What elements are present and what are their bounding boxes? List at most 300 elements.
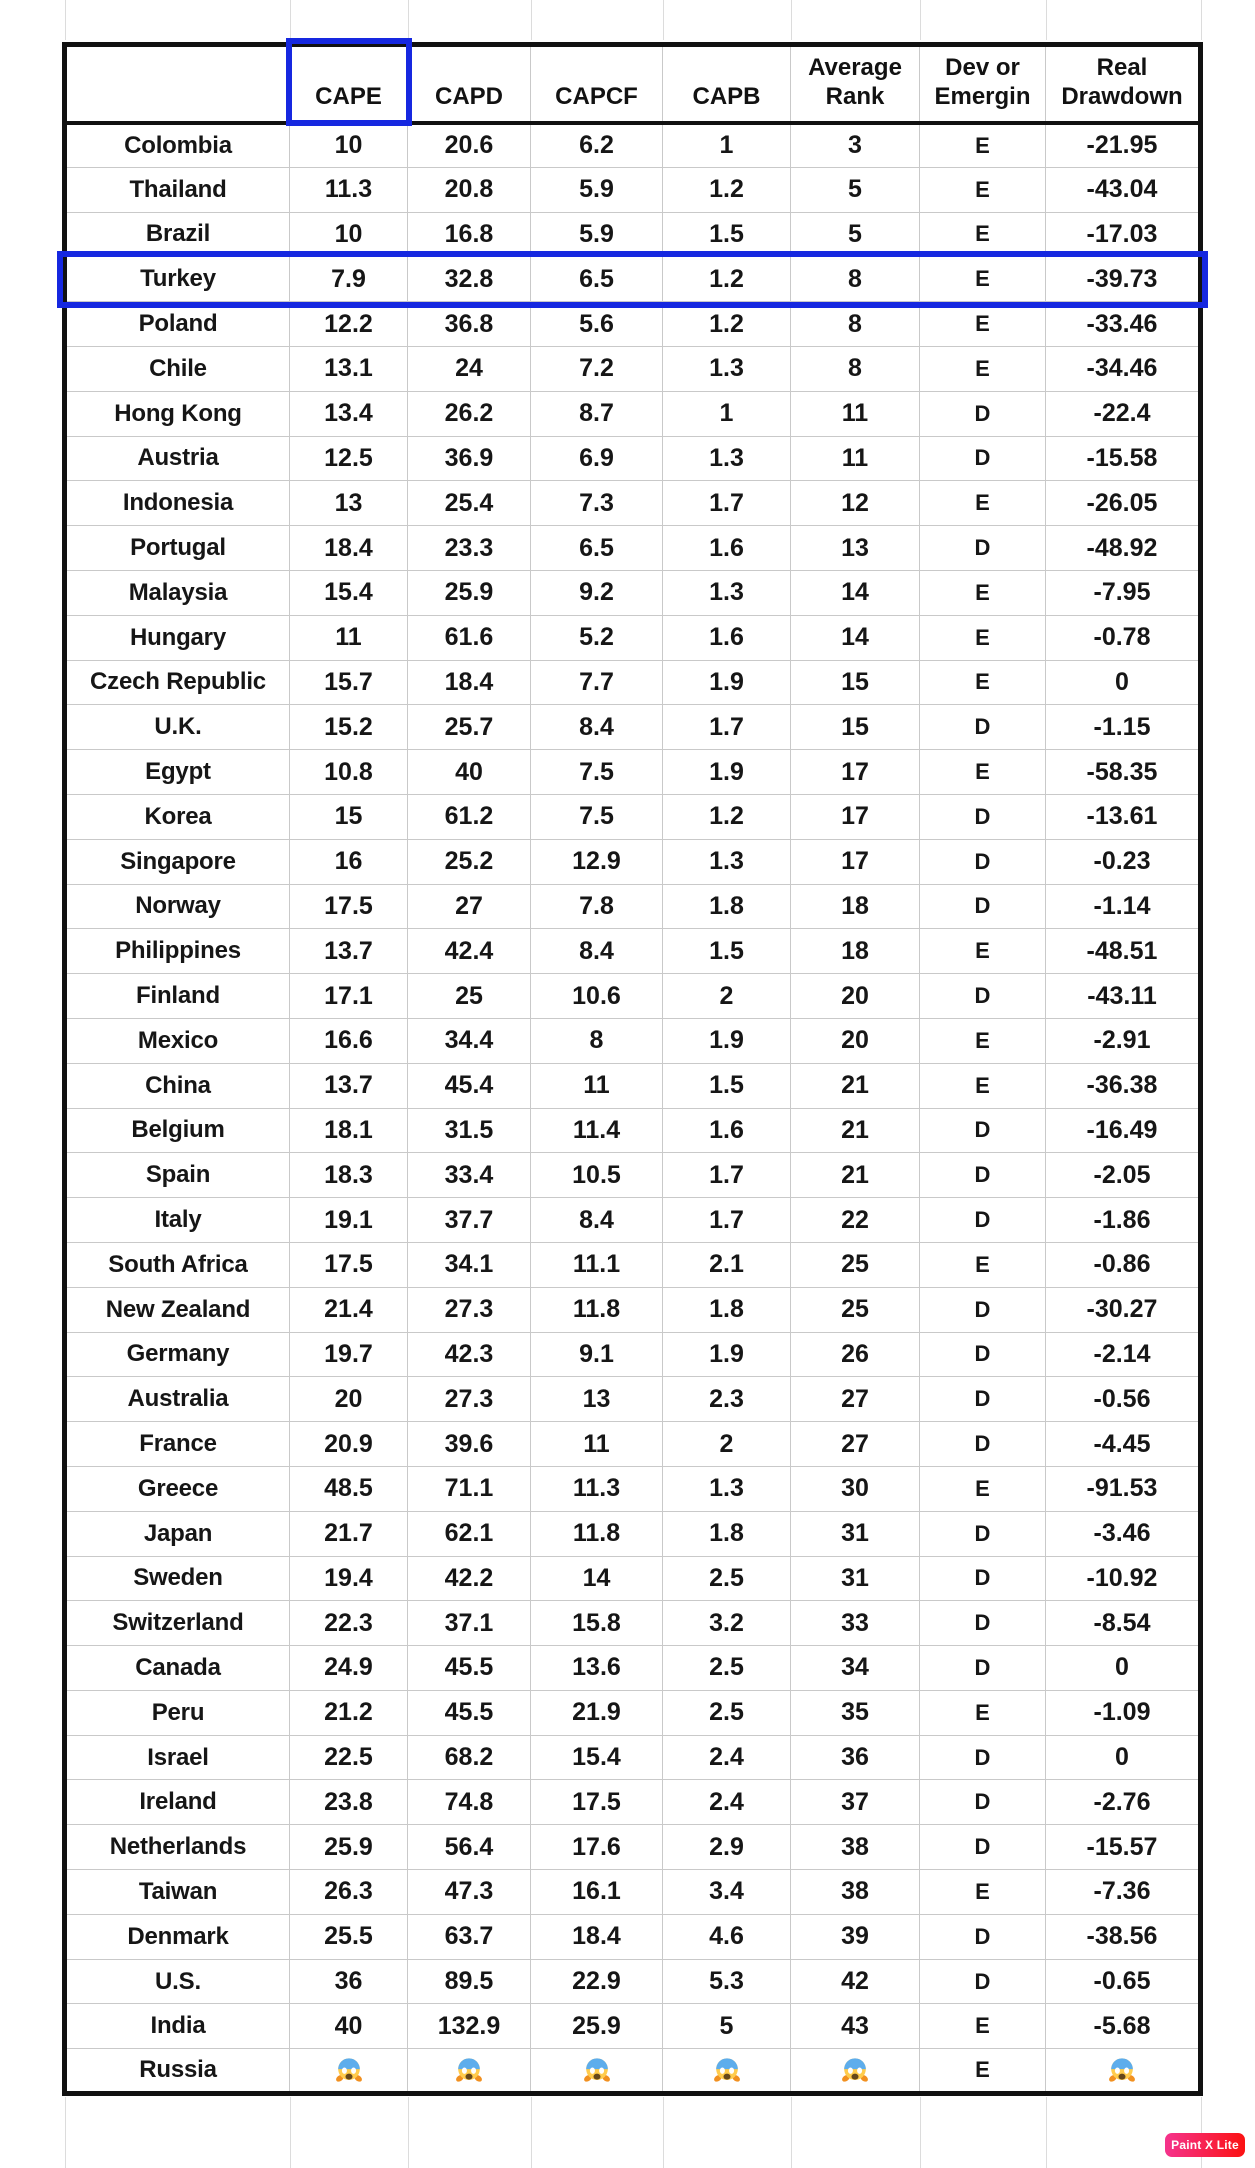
- data-cell: 36: [290, 1959, 408, 2004]
- table-row-philippines: [65, 929, 1201, 974]
- data-cell: 3.4: [663, 1870, 791, 1915]
- column-header-line: Real: [1096, 53, 1148, 81]
- country-cell: Australia: [65, 1377, 290, 1422]
- country-cell: Chile: [65, 346, 290, 391]
- data-cell: 15.8: [531, 1601, 663, 1646]
- data-cell: 20.8: [408, 167, 531, 212]
- data-cell: 1.3: [663, 839, 791, 884]
- data-cell: 21: [791, 1108, 920, 1153]
- table-row-sweden: [65, 1556, 1201, 1601]
- data-cell: 3: [791, 123, 920, 168]
- data-cell: 17.6: [531, 1825, 663, 1870]
- country-cell: Belgium: [65, 1108, 290, 1153]
- data-cell: 36: [791, 1735, 920, 1780]
- data-cell: 25.4: [408, 481, 531, 526]
- dev-or-emerging-cell: E: [920, 570, 1046, 615]
- dev-or-emerging-cell: D: [920, 391, 1046, 436]
- data-cell: 18.4: [531, 1914, 663, 1959]
- country-cell: Czech Republic: [65, 660, 290, 705]
- data-cell: 2.5: [663, 1556, 791, 1601]
- dev-or-emerging-cell: D: [920, 1735, 1046, 1780]
- dev-or-emerging-cell: D: [920, 1332, 1046, 1377]
- data-cell: 1.7: [663, 1153, 791, 1198]
- table-row-malaysia: [65, 570, 1201, 615]
- data-cell: -7.95: [1046, 570, 1201, 615]
- screaming-face-emoji: [840, 2055, 870, 2085]
- table-row-chile: [65, 346, 1201, 391]
- data-cell: 21.2: [290, 1690, 408, 1735]
- table-row-thailand: [65, 167, 1201, 212]
- data-cell: 36.9: [408, 436, 531, 481]
- data-cell: -1.15: [1046, 705, 1201, 750]
- data-cell: -1.86: [1046, 1198, 1201, 1243]
- data-cell: 11.8: [531, 1511, 663, 1556]
- data-cell: -15.57: [1046, 1825, 1201, 1870]
- data-cell: 1.9: [663, 1018, 791, 1063]
- data-cell: 21: [791, 1153, 920, 1198]
- country-cell: Hong Kong: [65, 391, 290, 436]
- data-cell: 7.5: [531, 794, 663, 839]
- column-header-capd: CAPD: [408, 45, 531, 123]
- data-cell: 0: [1046, 1735, 1201, 1780]
- column-header-capcf: CAPCF: [531, 45, 663, 123]
- data-cell: 1.7: [663, 705, 791, 750]
- dev-or-emerging-cell: D: [920, 1153, 1046, 1198]
- country-cell: Canada: [65, 1646, 290, 1691]
- data-cell: 45.5: [408, 1646, 531, 1691]
- data-cell: -34.46: [1046, 346, 1201, 391]
- country-cell: China: [65, 1063, 290, 1108]
- data-cell: 8: [531, 1018, 663, 1063]
- dev-or-emerging-cell: D: [920, 884, 1046, 929]
- column-header-avg-rank: [791, 45, 920, 123]
- background-gridline: [1046, 0, 1047, 40]
- data-cell: -2.91: [1046, 1018, 1201, 1063]
- dev-or-emerging-cell: D: [920, 436, 1046, 481]
- data-cell: 25: [408, 974, 531, 1019]
- table-row-belgium: [65, 1108, 1201, 1153]
- dev-or-emerging-cell: E: [920, 750, 1046, 795]
- dev-or-emerging-cell: E: [920, 1063, 1046, 1108]
- data-cell: 1.6: [663, 526, 791, 571]
- country-cell: Taiwan: [65, 1870, 290, 1915]
- table-row-mexico: [65, 1018, 1201, 1063]
- data-cell: 42.2: [408, 1556, 531, 1601]
- data-cell: 13.4: [290, 391, 408, 436]
- country-cell: Indonesia: [65, 481, 290, 526]
- data-cell: -43.11: [1046, 974, 1201, 1019]
- data-cell: -15.58: [1046, 436, 1201, 481]
- data-cell: 20: [290, 1377, 408, 1422]
- data-cell: 8: [791, 257, 920, 302]
- data-cell: -33.46: [1046, 302, 1201, 347]
- data-cell: 26.2: [408, 391, 531, 436]
- data-cell: 11: [531, 1422, 663, 1467]
- data-cell: 8: [791, 302, 920, 347]
- background-gridline: [791, 0, 792, 40]
- data-cell: 18.4: [290, 526, 408, 571]
- data-cell: 16.1: [531, 1870, 663, 1915]
- country-cell: Ireland: [65, 1780, 290, 1825]
- data-cell: 23.3: [408, 526, 531, 571]
- data-cell: -2.76: [1046, 1780, 1201, 1825]
- data-cell: 15: [791, 705, 920, 750]
- data-cell: -26.05: [1046, 481, 1201, 526]
- data-cell: [663, 2049, 791, 2094]
- data-cell: 22.9: [531, 1959, 663, 2004]
- data-cell: 15.4: [290, 570, 408, 615]
- data-cell: 11: [290, 615, 408, 660]
- data-cell: 17.1: [290, 974, 408, 1019]
- data-cell: 1.2: [663, 167, 791, 212]
- table-row-russia: [65, 2049, 1201, 2094]
- data-cell: 5: [663, 2004, 791, 2049]
- data-cell: 1.3: [663, 346, 791, 391]
- data-cell: 40: [290, 2004, 408, 2049]
- data-cell: 37.1: [408, 1601, 531, 1646]
- data-cell: 35: [791, 1690, 920, 1735]
- data-cell: 17: [791, 794, 920, 839]
- table-row-indonesia: [65, 481, 1201, 526]
- data-cell: 1.5: [663, 212, 791, 257]
- dev-or-emerging-cell: D: [920, 839, 1046, 884]
- data-cell: 11: [791, 436, 920, 481]
- data-cell: 27: [791, 1422, 920, 1467]
- data-cell: [531, 2049, 663, 2094]
- country-cell: Poland: [65, 302, 290, 347]
- table-row-germany: [65, 1332, 1201, 1377]
- data-cell: 13.7: [290, 929, 408, 974]
- dev-or-emerging-cell: E: [920, 167, 1046, 212]
- data-cell: 0: [1046, 1646, 1201, 1691]
- data-cell: -0.65: [1046, 1959, 1201, 2004]
- data-cell: -30.27: [1046, 1287, 1201, 1332]
- data-cell: 37.7: [408, 1198, 531, 1243]
- data-cell: 15.7: [290, 660, 408, 705]
- data-cell: 18.4: [408, 660, 531, 705]
- data-cell: -48.51: [1046, 929, 1201, 974]
- data-cell: 1.3: [663, 570, 791, 615]
- data-cell: [290, 2049, 408, 2094]
- background-gridline: [663, 0, 664, 40]
- data-cell: 39: [791, 1914, 920, 1959]
- data-cell: 132.9: [408, 2004, 531, 2049]
- screaming-face-emoji: [334, 2055, 364, 2085]
- data-cell: 1.6: [663, 615, 791, 660]
- data-cell: -39.73: [1046, 257, 1201, 302]
- data-cell: 37: [791, 1780, 920, 1825]
- data-cell: 19.7: [290, 1332, 408, 1377]
- table-row-hong-kong: [65, 391, 1201, 436]
- data-cell: 11.8: [531, 1287, 663, 1332]
- table-row-canada: [65, 1646, 1201, 1691]
- dev-or-emerging-cell: E: [920, 1870, 1046, 1915]
- dev-or-emerging-cell: E: [920, 1466, 1046, 1511]
- data-cell: 25.5: [290, 1914, 408, 1959]
- background-gridline: [1201, 0, 1202, 40]
- dev-or-emerging-cell: E: [920, 615, 1046, 660]
- dev-or-emerging-cell: E: [920, 929, 1046, 974]
- data-cell: 5.2: [531, 615, 663, 660]
- data-cell: 42.4: [408, 929, 531, 974]
- data-cell: 7.7: [531, 660, 663, 705]
- country-cell: Netherlands: [65, 1825, 290, 1870]
- data-cell: [1046, 2049, 1201, 2094]
- data-cell: 2: [663, 1422, 791, 1467]
- data-cell: 16: [290, 839, 408, 884]
- data-cell: 20: [791, 1018, 920, 1063]
- paint-x-lite-watermark: Paint X Lite: [1165, 2133, 1245, 2157]
- background-gridline: [531, 2097, 532, 2168]
- data-cell: 2.5: [663, 1690, 791, 1735]
- data-cell: -38.56: [1046, 1914, 1201, 1959]
- table-row-hungary: [65, 615, 1201, 660]
- dev-or-emerging-cell: D: [920, 1287, 1046, 1332]
- country-cell: Germany: [65, 1332, 290, 1377]
- table-row-u-s: [65, 1959, 1201, 2004]
- dev-or-emerging-cell: D: [920, 794, 1046, 839]
- data-cell: 6.2: [531, 123, 663, 168]
- data-cell: 12.9: [531, 839, 663, 884]
- data-cell: 13.1: [290, 346, 408, 391]
- data-cell: 20.6: [408, 123, 531, 168]
- dev-or-emerging-cell: E: [920, 1690, 1046, 1735]
- data-cell: 21: [791, 1063, 920, 1108]
- data-cell: 26: [791, 1332, 920, 1377]
- data-cell: -0.56: [1046, 1377, 1201, 1422]
- data-cell: -58.35: [1046, 750, 1201, 795]
- data-cell: 25: [791, 1287, 920, 1332]
- country-cell: U.K.: [65, 705, 290, 750]
- data-cell: 11: [791, 391, 920, 436]
- data-cell: -21.95: [1046, 123, 1201, 168]
- data-cell: 15.2: [290, 705, 408, 750]
- data-cell: -8.54: [1046, 1601, 1201, 1646]
- screaming-face-emoji: [1107, 2055, 1137, 2085]
- data-cell: 31: [791, 1511, 920, 1556]
- data-cell: 61.2: [408, 794, 531, 839]
- background-gridline: [290, 0, 291, 40]
- table-row-australia: [65, 1377, 1201, 1422]
- data-cell: -0.86: [1046, 1242, 1201, 1287]
- background-gridline: [791, 2097, 792, 2168]
- country-cell: Switzerland: [65, 1601, 290, 1646]
- data-cell: 25.9: [408, 570, 531, 615]
- data-cell: 8.4: [531, 929, 663, 974]
- data-cell: 1.5: [663, 1063, 791, 1108]
- country-cell: Brazil: [65, 212, 290, 257]
- data-cell: 6.5: [531, 257, 663, 302]
- data-cell: 14: [531, 1556, 663, 1601]
- background-gridline: [663, 2097, 664, 2168]
- data-cell: 21.7: [290, 1511, 408, 1556]
- dev-or-emerging-cell: E: [920, 2049, 1046, 2094]
- table-row-brazil: [65, 212, 1201, 257]
- table-row-egypt: [65, 750, 1201, 795]
- data-cell: 63.7: [408, 1914, 531, 1959]
- country-cell: Denmark: [65, 1914, 290, 1959]
- data-cell: 43: [791, 2004, 920, 2049]
- data-cell: 18.1: [290, 1108, 408, 1153]
- data-cell: 6.5: [531, 526, 663, 571]
- data-cell: 10.8: [290, 750, 408, 795]
- data-cell: 5.6: [531, 302, 663, 347]
- dev-or-emerging-cell: D: [920, 1601, 1046, 1646]
- data-cell: 10.6: [531, 974, 663, 1019]
- data-cell: 13: [791, 526, 920, 571]
- background-gridline: [920, 0, 921, 40]
- data-cell: 74.8: [408, 1780, 531, 1825]
- data-cell: -48.92: [1046, 526, 1201, 571]
- screaming-face-emoji: [712, 2055, 742, 2085]
- data-cell: 22.3: [290, 1601, 408, 1646]
- background-gridline: [408, 0, 409, 40]
- dev-or-emerging-cell: E: [920, 346, 1046, 391]
- dev-or-emerging-cell: D: [920, 974, 1046, 1019]
- data-cell: 25.9: [290, 1825, 408, 1870]
- table-row-china: [65, 1063, 1201, 1108]
- data-cell: 15: [791, 660, 920, 705]
- data-cell: 61.6: [408, 615, 531, 660]
- data-cell: 45.5: [408, 1690, 531, 1735]
- data-cell: 11.1: [531, 1242, 663, 1287]
- table-row-colombia: [65, 123, 1201, 168]
- data-cell: 16.8: [408, 212, 531, 257]
- data-cell: 1.7: [663, 481, 791, 526]
- data-cell: 5.9: [531, 167, 663, 212]
- data-cell: 25: [791, 1242, 920, 1287]
- data-cell: 27.3: [408, 1287, 531, 1332]
- data-cell: 7.9: [290, 257, 408, 302]
- table-row-france: [65, 1422, 1201, 1467]
- country-cell: Peru: [65, 1690, 290, 1735]
- data-cell: 22.5: [290, 1735, 408, 1780]
- data-cell: 11.3: [290, 167, 408, 212]
- data-cell: 30: [791, 1466, 920, 1511]
- country-cell: Korea: [65, 794, 290, 839]
- country-cell: Turkey: [65, 257, 290, 302]
- data-cell: 11: [531, 1063, 663, 1108]
- data-cell: 2.5: [663, 1646, 791, 1691]
- dev-or-emerging-cell: E: [920, 1018, 1046, 1063]
- country-cell: Singapore: [65, 839, 290, 884]
- data-cell: 56.4: [408, 1825, 531, 1870]
- data-cell: 12.5: [290, 436, 408, 481]
- data-cell: 21.4: [290, 1287, 408, 1332]
- data-cell: 5: [791, 167, 920, 212]
- data-cell: 42.3: [408, 1332, 531, 1377]
- table-row-new-zealand: [65, 1287, 1201, 1332]
- data-cell: -3.46: [1046, 1511, 1201, 1556]
- country-cell: Austria: [65, 436, 290, 481]
- table-row-india: [65, 2004, 1201, 2049]
- data-cell: 1.9: [663, 1332, 791, 1377]
- dev-or-emerging-cell: D: [920, 705, 1046, 750]
- data-cell: 1.8: [663, 884, 791, 929]
- data-cell: 2.3: [663, 1377, 791, 1422]
- country-cell: Egypt: [65, 750, 290, 795]
- country-cell: Sweden: [65, 1556, 290, 1601]
- data-cell: 14: [791, 615, 920, 660]
- data-cell: -1.14: [1046, 884, 1201, 929]
- data-cell: 17: [791, 839, 920, 884]
- data-cell: 62.1: [408, 1511, 531, 1556]
- background-gridline: [531, 0, 532, 40]
- table-row-u-k: [65, 705, 1201, 750]
- data-cell: 2.4: [663, 1780, 791, 1825]
- data-cell: 89.5: [408, 1959, 531, 2004]
- data-cell: 33: [791, 1601, 920, 1646]
- data-cell: 1: [663, 391, 791, 436]
- data-cell: 33.4: [408, 1153, 531, 1198]
- data-cell: 31: [791, 1556, 920, 1601]
- data-cell: 1.8: [663, 1287, 791, 1332]
- data-cell: 5: [791, 212, 920, 257]
- data-cell: 68.2: [408, 1735, 531, 1780]
- column-header-line: Average: [808, 53, 902, 81]
- table-row-turkey: [65, 257, 1201, 302]
- data-cell: 31.5: [408, 1108, 531, 1153]
- data-cell: 17.5: [531, 1780, 663, 1825]
- data-cell: 1.3: [663, 1466, 791, 1511]
- country-cell: Thailand: [65, 167, 290, 212]
- data-cell: 5.3: [663, 1959, 791, 2004]
- data-cell: 7.8: [531, 884, 663, 929]
- data-cell: -43.04: [1046, 167, 1201, 212]
- data-cell: 48.5: [290, 1466, 408, 1511]
- country-cell: Malaysia: [65, 570, 290, 615]
- screaming-face-emoji: [582, 2055, 612, 2085]
- data-cell: -2.14: [1046, 1332, 1201, 1377]
- data-cell: 13.7: [290, 1063, 408, 1108]
- data-cell: 17: [791, 750, 920, 795]
- country-cell: Norway: [65, 884, 290, 929]
- data-cell: 8.4: [531, 1198, 663, 1243]
- dev-or-emerging-cell: E: [920, 1242, 1046, 1287]
- table-row-singapore: [65, 839, 1201, 884]
- country-cell: South Africa: [65, 1242, 290, 1287]
- country-cell: Greece: [65, 1466, 290, 1511]
- data-cell: 40: [408, 750, 531, 795]
- background-gridline: [65, 0, 66, 40]
- table-row-czech-republic: [65, 660, 1201, 705]
- data-cell: 9.1: [531, 1332, 663, 1377]
- country-cell: Italy: [65, 1198, 290, 1243]
- country-cell: France: [65, 1422, 290, 1467]
- column-header-line: Emergin: [934, 83, 1031, 111]
- data-cell: -10.92: [1046, 1556, 1201, 1601]
- dev-or-emerging-cell: D: [920, 1377, 1046, 1422]
- dev-or-emerging-cell: D: [920, 1511, 1046, 1556]
- data-cell: 12: [791, 481, 920, 526]
- country-cell: Colombia: [65, 123, 290, 168]
- data-cell: -17.03: [1046, 212, 1201, 257]
- data-cell: 8.4: [531, 705, 663, 750]
- data-cell: 25.7: [408, 705, 531, 750]
- country-cell: Japan: [65, 1511, 290, 1556]
- table-row-greece: [65, 1466, 1201, 1511]
- data-cell: 1.6: [663, 1108, 791, 1153]
- data-cell: [791, 2049, 920, 2094]
- data-cell: 45.4: [408, 1063, 531, 1108]
- country-cell: Portugal: [65, 526, 290, 571]
- data-cell: -5.68: [1046, 2004, 1201, 2049]
- data-cell: 11.3: [531, 1466, 663, 1511]
- column-header-cape: CAPE: [290, 45, 408, 123]
- data-cell: -0.78: [1046, 615, 1201, 660]
- data-cell: 7.5: [531, 750, 663, 795]
- dev-or-emerging-cell: D: [920, 1914, 1046, 1959]
